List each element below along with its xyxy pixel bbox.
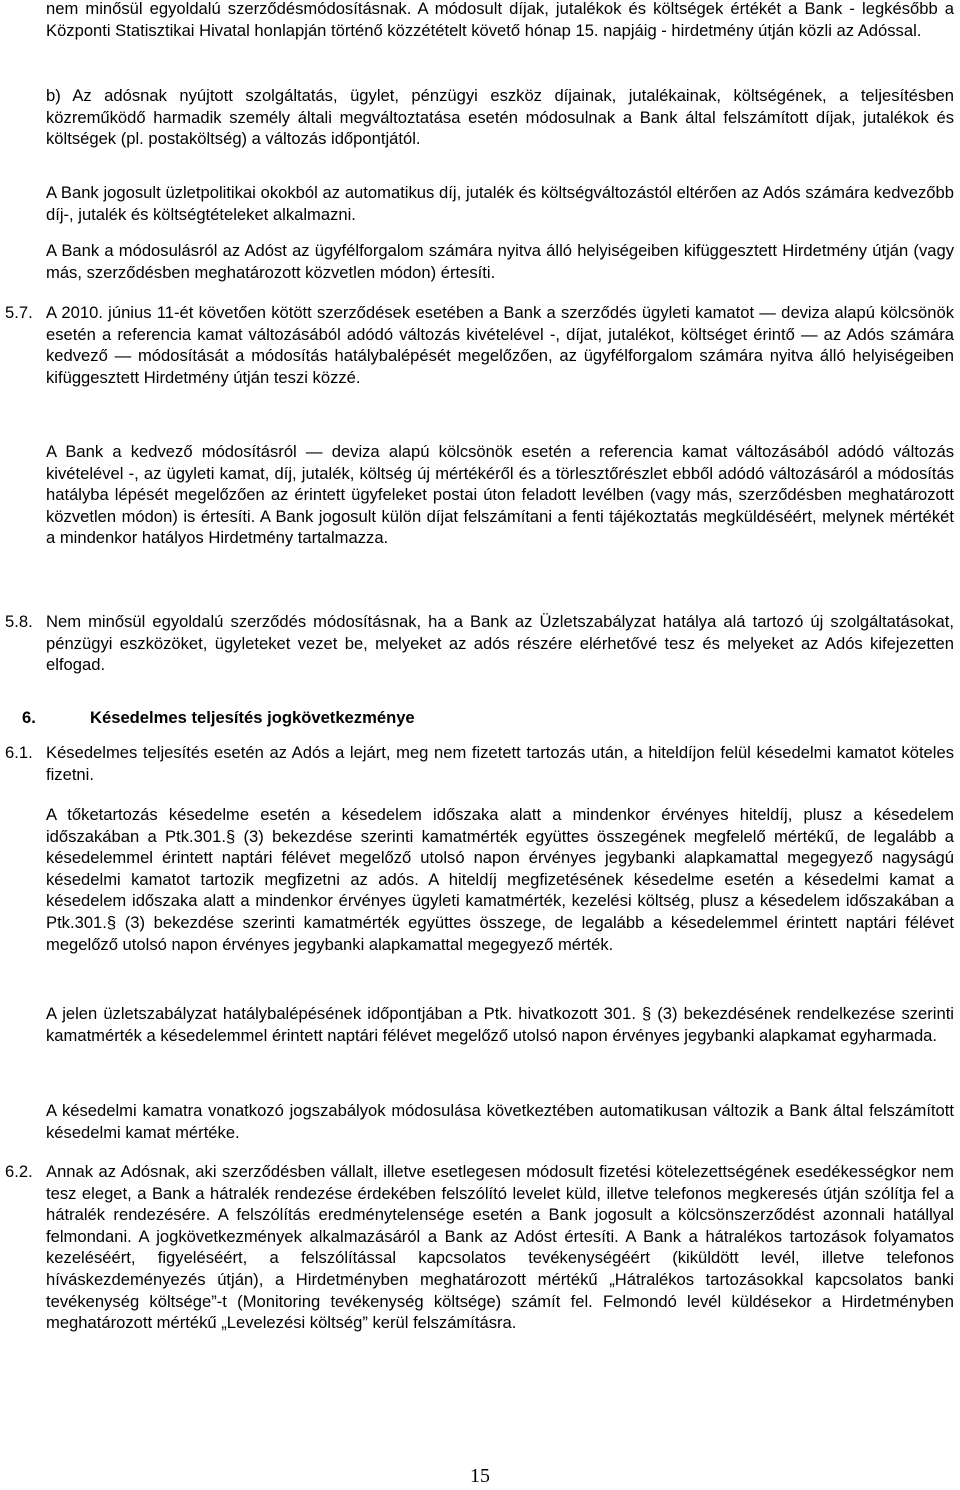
section-number-5-7: 5.7.: [5, 303, 33, 322]
paragraph-top: nem minősül egyoldalú szerződésmódosításnak. A módosult díjak, jutalékok és költségek értékét a Bank - legkésőbb a Központi Statisztikai Hivatal honlapján történő közzétételt követő hónap 15. napjáig - hirdetmény útján közli az Adóssal.: [46, 0, 954, 40]
paragraph-6-1-d: A késedelmi kamatra vonatkozó jogszabályok módosulása következtében automatikusan változik a Bank által felszámított késedelmi kamat mértéke.: [46, 1101, 954, 1142]
page-number: 15: [470, 1465, 490, 1487]
section-heading-6: Késedelmes teljesítés jogkövetkezménye: [90, 708, 415, 727]
paragraph-bank-discount: A Bank jogosult üzletpolitikai okokból az automatikus díj, jutalék és költségváltozástól eltérően az Adós számára kedvezőbb díj-, jutalék és költségtételeket alkalmazni.: [46, 183, 954, 224]
section-number-6-1: 6.1.: [5, 743, 33, 762]
paragraph-6-1-b: A tőketartozás késedelme esetén a késedelem időszaka alatt a mindenkor érvényes hiteldíj, plusz a késedelem időszakában a Ptk.301.§ (3) bekezdése szerinti kamatmérték együttes összegének megfelelő mértékű, de legalább a késedelemmel érintett naptári félévet megelőző utolsó napon érvényes jegybanki alapkamattal megegyező nagyságú késedelmi kamatot tartozik megfizetni az adós. A hiteldíj megfizetésének késedelme esetén a késedelmi kamat a késedelem időszaka alatt a mindenkor érvényes ügyleti kamatmérték, kezelési költség, plusz a késedelem időszakában a Ptk.301.§ (3) bekezdése szerinti kamatmérték együttes összege, de legalább a késedelemmel érintett naptári félévet megelőző utolsó napon érvényes jegybanki alapkamattal megegyező mérték.: [46, 805, 954, 954]
paragraph-6-2: Annak az Adósnak, aki szerződésben vállalt, illetve esetlegesen módosult fizetési kötelezettségének esedékességkor nem tesz eleget, a Bank a hátralék rendezése érdekében felszólító levelet küld, illetve telefonos megkeresés útján szólítja fel a hátralék rendezésére. A felszólítás eredménytelensége esetén a Bank jogosult a kölcsönszerződést azonnali hatállyal felmondani. A jogkövetkezmények alkalmazásáról a Bank az Adóst értesíti. A Bank a hátralékos tartozások folyamatos kezeléséért, figyeléséért, a felszólítással kapcsolatos tevékenységéért (kiküldött levél, illetve telefonos híváskezdeményezés útján), a Hirdetményben meghatározott mértékű „Hátralékos tartozásokkal kapcsolatos banki tevékenység költsége”-t (Monitoring tevékenység költsége) számít fel. Felmondó levél küldésekor a Hirdetményben meghatározott mértékű „Levelezési költség” kerül felszámításra.: [46, 1162, 954, 1333]
paragraph-6-1-c: A jelen üzletszabályzat hatálybalépésének időpontjában a Ptk. hivatkozott 301. § (3) bekezdésének rendelkezése szerinti kamatmérték a késedelemmel érintett naptári félévet megelőző utolsó napon érvényes jegybanki alapkamat egyharmada.: [46, 1004, 954, 1045]
paragraph-6-1: Késedelmes teljesítés esetén az Adós a lejárt, meg nem fizetett tartozás után, a hiteldíjon felül késedelmi kamatot köteles fizetni.: [46, 743, 954, 784]
paragraph-b: b) Az adósnak nyújtott szolgáltatás, ügylet, pénzügyi eszköz díjainak, jutalékainak, költségének, a teljesítésben közreműködő harmadik személy általi megváltoztatása esetén módosulnak a Bank által felszámított díjak, jutalékok és költségek (pl. postaköltség) a változás időpontjától.: [46, 86, 954, 149]
paragraph-bank-notice: A Bank a módosulásról az Adóst az ügyfélforgalom számára nyitva álló helyiségeiben kifüggesztett Hirdetmény útján (vagy más, szerződésben meghatározott közvetlen módon) értesíti.: [46, 241, 954, 282]
section-number-6: 6.: [22, 708, 36, 727]
paragraph-5-7-b: A Bank a kedvező módosításról — deviza alapú kölcsönök esetén a referencia kamat változásából adódó változás kivételével -, az ügyleti kamat, díj, jutalék, költség új mértékéről és a törlesztőrészlet ebből adódó változásáról a módosítás hatályba lépését megelőzően az érintett ügyfeleket postai úton feladott levélben (vagy más, szerződésben meghatározott közvetlen módon) is értesíti. A Bank jogosult külön díjat felszámítani a fenti tájékoztatás megküldéséért, melynek mértékét a mindenkor hatályos Hirdetmény tartalmazza.: [46, 442, 954, 548]
section-number-5-8: 5.8.: [5, 612, 33, 631]
paragraph-5-7: A 2010. június 11-ét követően kötött szerződések esetében a Bank a szerződés ügyleti kamatot — deviza alapú kölcsönök esetén a referencia kamat változásából adódó változás kivételével -, díjat, jutalékot, költséget érintő — az Adós számára kedvező — módosítását a módosítás hatálybalépését megelőzően, az ügyfélforgalom számára nyitva álló helyiségeiben kifüggesztett Hirdetmény útján teszi közzé.: [46, 303, 954, 387]
paragraph-5-8: Nem minősül egyoldalú szerződés módosításnak, ha a Bank az Üzletszabályzat hatálya alá tartozó új szolgáltatásokat, pénzügyi eszközöket, ügyleteket vezet be, melyeket az adós részére elérhetővé tesz és melyeket az Adós kifejezetten elfogad.: [46, 612, 954, 675]
section-number-6-2: 6.2.: [5, 1162, 33, 1181]
